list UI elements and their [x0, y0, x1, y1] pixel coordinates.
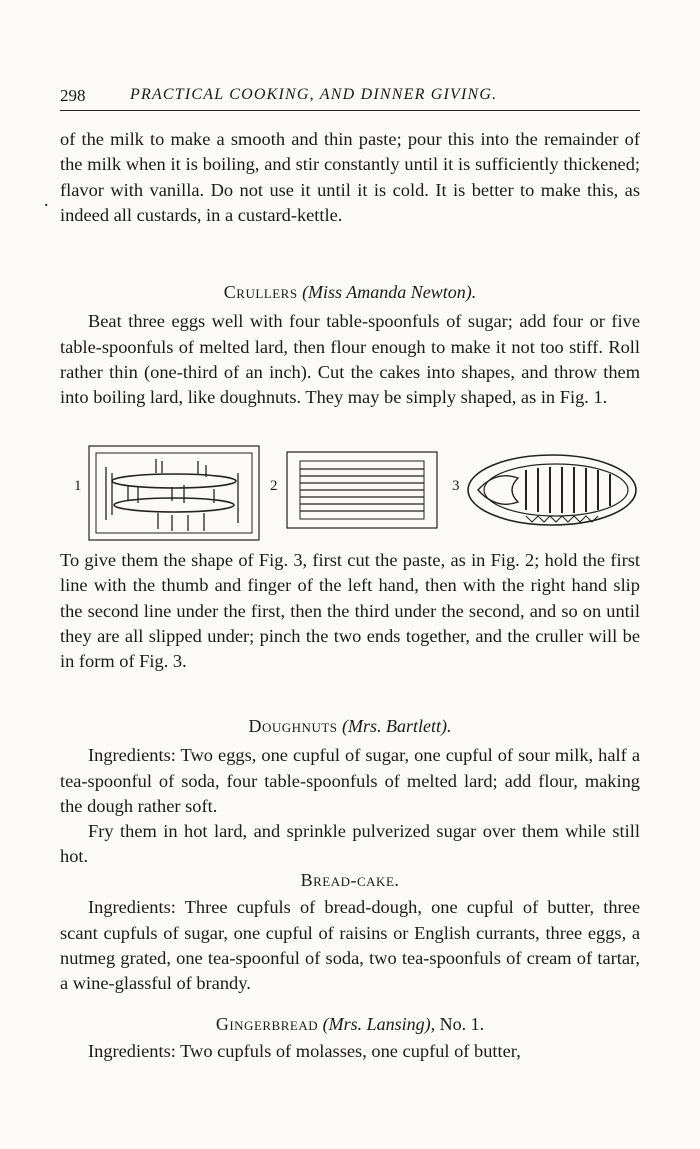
gingerbread-number: No. 1.	[439, 1014, 485, 1034]
doughnuts-section	[60, 714, 640, 870]
figure-3-shaped-cruller	[466, 452, 638, 528]
doughnuts-instructions: Fry them in hot lard, and sprinkle pulverized sugar over them while still hot.	[60, 821, 640, 867]
crullers-shaping-paragraph: To give them the shape of Fig. 3, first cut the paste, as in Fig. 2; hold the first line with the thumb and finger of the left hand, then with the right hand slip the second line under the first, then the third under the second, and so on until they are all slipped under; pinch the two ends together, and the cruller will be in form of Fig. 3.	[60, 550, 640, 672]
page-header	[60, 84, 640, 111]
doughnuts-heading	[60, 714, 640, 739]
crullers-shaping-section	[60, 548, 640, 674]
doughnuts-title: Doughnuts	[248, 716, 338, 736]
figure-1-label: 1	[74, 478, 82, 494]
gingerbread-attribution: (Mrs. Lansing),	[322, 1014, 436, 1034]
figure-2-cut-paste	[286, 451, 438, 529]
gingerbread-section	[60, 1012, 640, 1065]
doughnuts-attribution: (Mrs. Bartlett).	[342, 716, 452, 736]
crullers-heading	[60, 280, 640, 305]
bread-cake-ingredients: Ingredients: Three cupfuls of bread-dough, one cupful of butter, three scant cupfuls of sugar, one cupful of raisins or English currants, three eggs, a nutmeg grated, one tea-spoonful of soda, two tea-spoonfuls of cream of tartar, a wine-glassful of brandy.	[60, 897, 640, 994]
intro-section	[60, 127, 640, 228]
crullers-attribution: (Miss Amanda Newton).	[302, 282, 477, 302]
gingerbread-title: Gingerbread	[215, 1014, 319, 1034]
margin-mark: .	[44, 190, 49, 210]
gingerbread-ingredients: Ingredients: Two cupfuls of molasses, one cupful of butter,	[88, 1041, 521, 1062]
gingerbread-heading	[60, 1012, 640, 1037]
page-number: 298	[60, 86, 86, 105]
doughnuts-ingredients: Ingredients: Two eggs, one cupful of sugar, one cupful of sour milk, half a tea-spoonful of soda, four table-spoonfuls of melted lard; add flour, making the dough rather soft.	[60, 745, 640, 816]
running-title: PRACTICAL COOKING, AND DINNER GIVING.	[130, 86, 498, 103]
bread-cake-section	[60, 868, 640, 996]
figure-2-label: 2	[270, 478, 278, 494]
crullers-paragraph: Beat three eggs well with four table-spoonfuls of sugar; add four or five table-spoonfuls of melted lard, then flour enough to make it not too stiff. Roll rather thin (one-third of an inch). Cut the cakes into shapes, and throw them into boiling lard, like doughnuts. They may be simply shaped, as in Fig. 1.	[60, 311, 640, 408]
crullers-title: Crullers	[223, 282, 298, 302]
figure-1-cruller	[88, 445, 260, 541]
crullers-section	[60, 280, 640, 410]
figure-3-label: 3	[452, 478, 460, 494]
bread-cake-heading: Bread-cake.	[300, 870, 400, 890]
intro-paragraph: of the milk to make a smooth and thin paste; pour this into the remainder of the milk when it is boiling, and stir constantly until it is sufficiently thickened; flavor with vanilla. Do not use it until it is cold. It is better to make this, as indeed all custards, in a custard-kettle.	[60, 129, 640, 225]
